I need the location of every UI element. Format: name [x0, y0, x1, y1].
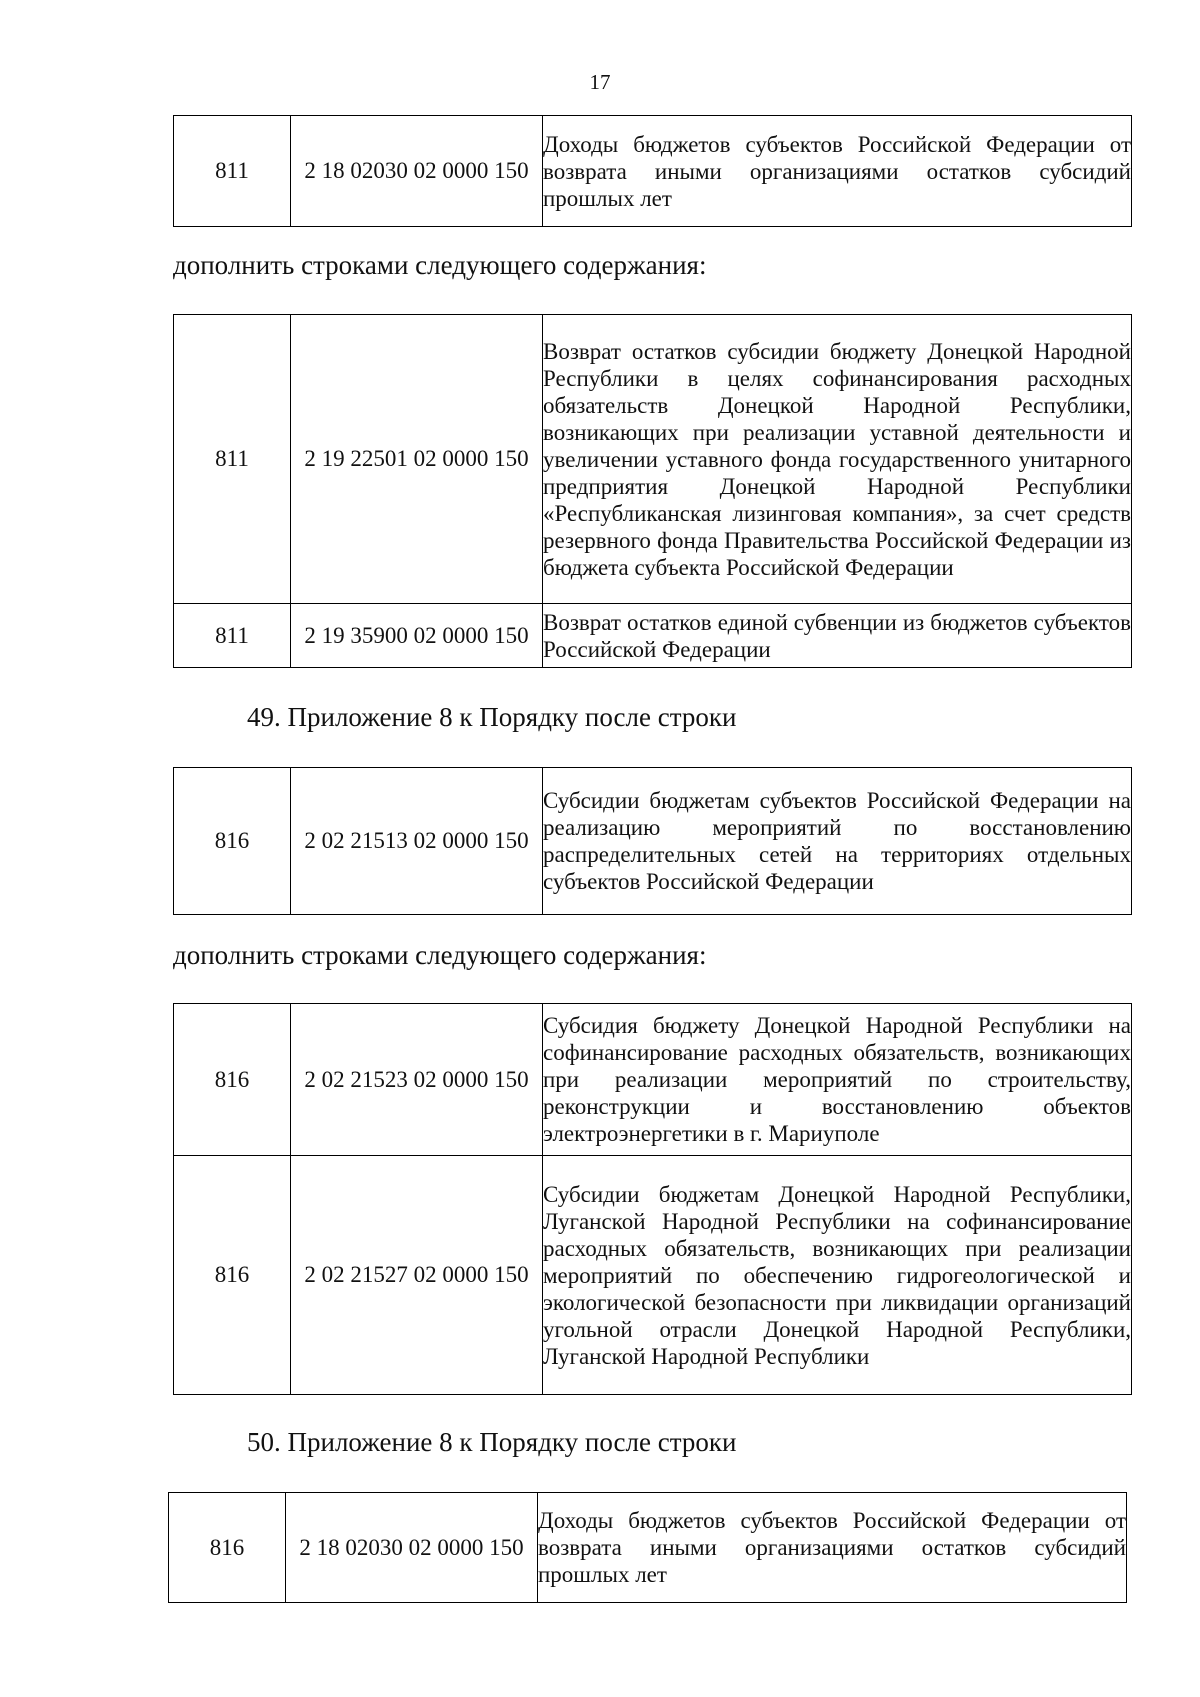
description-cell [543, 315, 1132, 604]
description-text: Субсидии бюджетам Донецкой Народной Республики, Луганской Народной Республики на софинансирование расходных обязательств, возникающих при реализации мероприятий по обеспечению гидрогеологической и экологической безопасности при ликвидации организаций угольной отрасли Донецкой Народной Республики, Луганской Народной Республики [543, 1181, 1131, 1369]
description-text: Субсидии бюджетам субъектов Российской Федерации на реализацию мероприятий по восстановлению распределительных сетей на территориях отдельных субъектов Российской Федерации [543, 788, 1131, 894]
admin-code-cell: 816 [174, 1004, 291, 1156]
description-cell [538, 1493, 1127, 1603]
budget-code-table-2 [173, 314, 1132, 668]
kbk-code-cell: 2 18 02030 02 0000 150 [291, 116, 543, 227]
description-text: Субсидия бюджету Донецкой Народной Республики на софинансирование расходных обязательств, возникающих при реализации мероприятий по строительству, реконструкции и восстановлению объектов электроэнергетики в г. Мариуполе [543, 1013, 1131, 1146]
admin-code-cell: 816 [174, 1156, 291, 1395]
kbk-code-cell: 2 18 02030 02 0000 150 [286, 1493, 538, 1603]
budget-code-table-5 [168, 1492, 1127, 1603]
kbk-code-cell: 2 19 35900 02 0000 150 [291, 604, 543, 668]
admin-code-cell: 816 [169, 1493, 286, 1603]
table-row [174, 768, 1132, 915]
paragraph-supplement-lines: дополнить строками следующего содержания: [173, 250, 707, 280]
description-cell [543, 1156, 1132, 1395]
admin-code-cell: 811 [174, 116, 291, 227]
table-row [174, 1156, 1132, 1395]
description-cell [543, 116, 1132, 227]
paragraph-49: 49. Приложение 8 к Порядку после строки [247, 702, 737, 732]
table-row [174, 1004, 1132, 1156]
admin-code-cell: 811 [174, 315, 291, 604]
description-text: Доходы бюджетов субъектов Российской Федерации от возврата иными организациями остатков субсидий прошлых лет [538, 1508, 1126, 1587]
kbk-code-cell: 2 02 21527 02 0000 150 [291, 1156, 543, 1395]
description-text: Возврат остатков единой субвенции из бюджетов субъектов Российской Федерации [543, 609, 1131, 662]
description-text: Доходы бюджетов субъектов Российской Федерации от возврата иными организациями остатков субсидий прошлых лет [543, 131, 1131, 211]
admin-code-cell: 811 [174, 604, 291, 668]
table-row [174, 116, 1132, 227]
table-row [169, 1493, 1127, 1603]
admin-code-cell: 816 [174, 768, 291, 915]
budget-code-table-1 [173, 115, 1132, 227]
paragraph-supplement-lines: дополнить строками следующего содержания: [173, 940, 707, 970]
budget-code-table-4 [173, 1003, 1132, 1395]
kbk-code-cell: 2 19 22501 02 0000 150 [291, 315, 543, 604]
description-cell [543, 1004, 1132, 1156]
description-cell [543, 604, 1132, 668]
table-row [174, 604, 1132, 668]
paragraph-50: 50. Приложение 8 к Порядку после строки [247, 1427, 737, 1457]
budget-code-table-3 [173, 767, 1132, 915]
kbk-code-cell: 2 02 21513 02 0000 150 [291, 768, 543, 915]
kbk-code-cell: 2 02 21523 02 0000 150 [291, 1004, 543, 1156]
table-row [174, 315, 1132, 604]
page-number: 17 [589, 70, 611, 94]
description-cell [543, 768, 1132, 915]
description-text: Возврат остатков субсидии бюджету Донецкой Народной Республики в целях софинансирования расходных обязательств Донецкой Народной Республики, возникающих при реализации уставной деятельности и увеличении уставного фонда государственного унитарного предприятия Донецкой Народной Республики «Республиканская лизинговая компания», за счет средств резервного фонда Правительства Российской Федерации из бюджета субъекта Российской Федерации [543, 338, 1131, 580]
